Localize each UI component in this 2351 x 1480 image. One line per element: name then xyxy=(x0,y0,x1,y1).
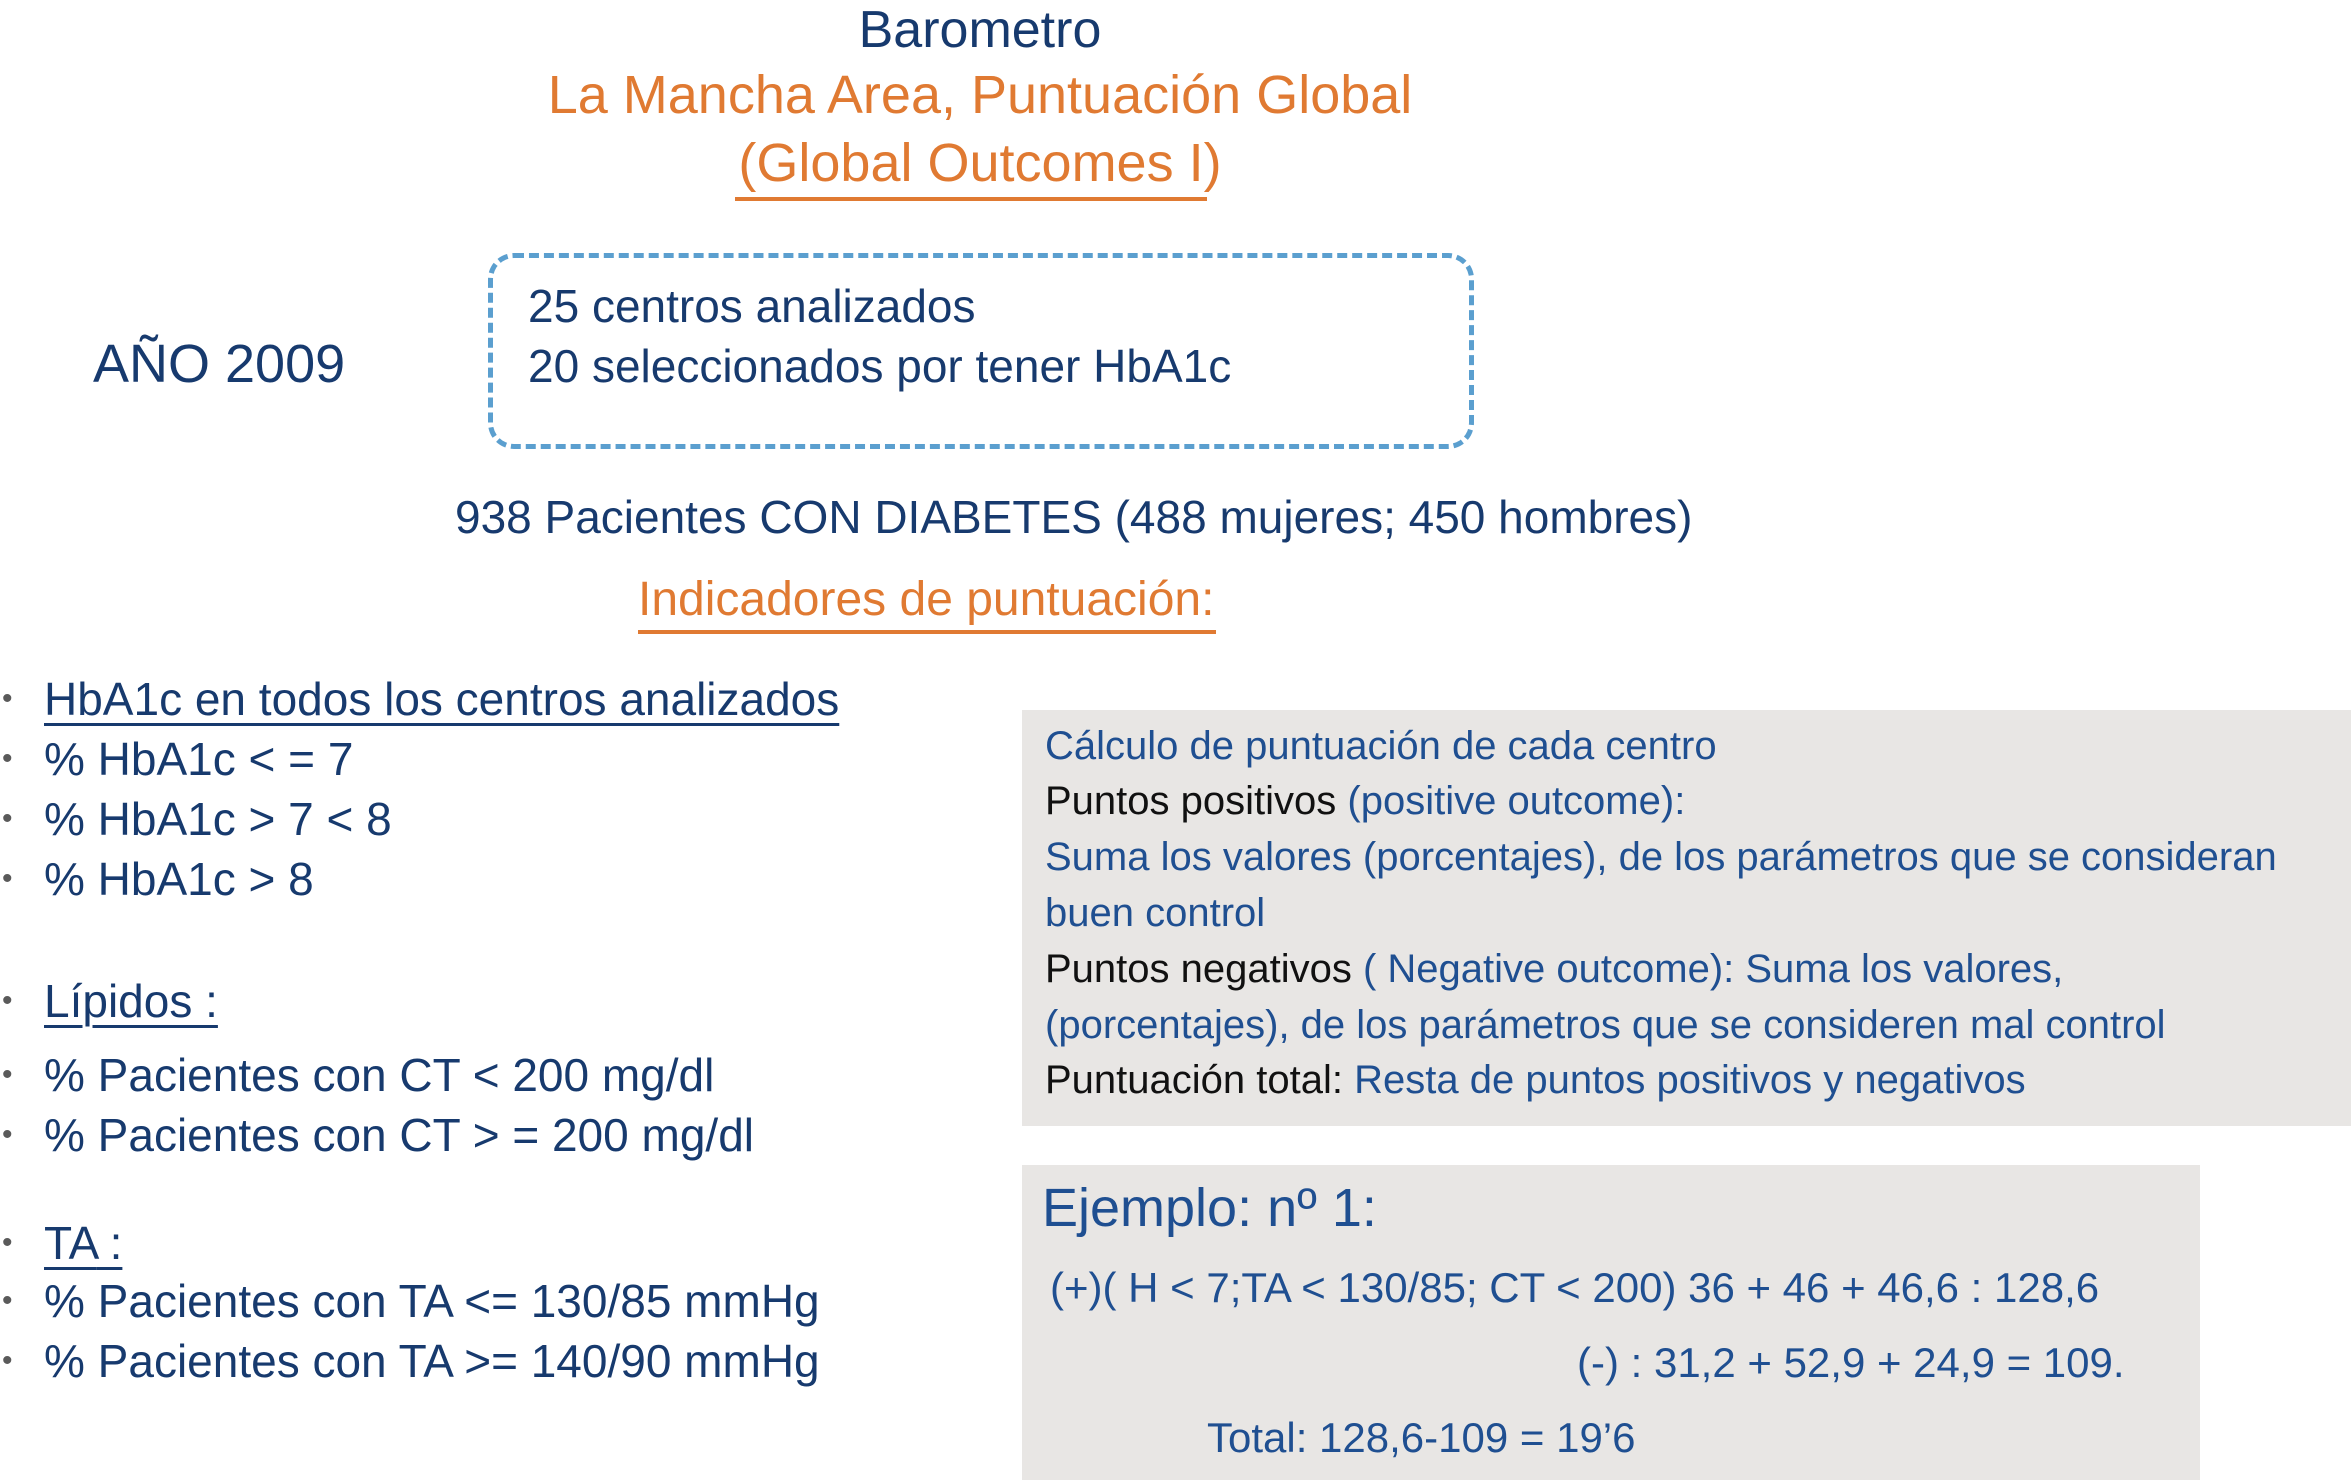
bullet-icon: • xyxy=(2,681,13,715)
list-item-text: % HbA1c > 7 < 8 xyxy=(44,792,392,845)
page-title: Barometro xyxy=(858,1,1102,59)
centers-analyzed-text: 25 centros analizados xyxy=(528,280,976,332)
list-item-text: % HbA1c < = 7 xyxy=(44,732,354,785)
negative-points-label: Puntos negativos xyxy=(1045,947,1352,991)
total-points-line xyxy=(1045,1054,2026,1106)
total-points-label: Puntuación total: xyxy=(1045,1058,1343,1102)
positive-desc-line1: Suma los valores (porcentajes), de los parámetros que se consideran xyxy=(1045,835,2277,879)
bullet-icon: • xyxy=(2,1117,13,1151)
positive-points-detail: (positive outcome): xyxy=(1336,779,1686,823)
patients-summary: 938 Pacientes CON DIABETES (488 mujeres; 450 hombres) xyxy=(455,491,1693,543)
negative-desc-line2: (porcentajes), de los parámetros que se consideren mal control xyxy=(1045,1003,2166,1047)
example-title: Ejemplo: nº 1: xyxy=(1042,1178,1377,1238)
indicators-underline xyxy=(638,630,1216,634)
example-positive-line: (+)( H < 7;TA < 130/85; CT < 200) 36 + 46 + 46,6 : 128,6 xyxy=(1050,1264,2100,1311)
ta-heading-colon: : xyxy=(96,1216,123,1269)
bullet-icon: • xyxy=(2,1283,13,1317)
indicators-heading: Indicadores de puntuación: xyxy=(638,573,1215,626)
list-item-hba1c-heading xyxy=(0,668,839,726)
page-subtitle: La Mancha Area, Puntuación Global xyxy=(547,65,1413,125)
year-label: AÑO 2009 xyxy=(93,334,346,394)
example-total-line: Total: 128,6-109 = 19’6 xyxy=(1207,1414,1636,1461)
bullet-icon: • xyxy=(2,1057,13,1091)
total-points-desc: Resta de puntos positivos y negativos xyxy=(1343,1058,2026,1102)
list-item-text: % Pacientes con CT > = 200 mg/dl xyxy=(44,1108,754,1161)
bullet-icon: • xyxy=(2,741,13,775)
list-item-ta-heading xyxy=(0,1212,122,1270)
negative-points-line xyxy=(1045,943,2063,995)
positive-points-label: Puntos positivos xyxy=(1045,779,1337,823)
page-subtitle-secondary: (Global Outcomes I) xyxy=(738,133,1222,193)
list-item-text: % HbA1c > 8 xyxy=(44,852,314,905)
hba1c-heading: HbA1c en todos los centros analizados xyxy=(44,672,840,725)
list-item-text: % Pacientes con TA >= 140/90 mmHg xyxy=(44,1334,820,1387)
bullet-icon: • xyxy=(2,861,13,895)
bullet-icon: • xyxy=(2,801,13,835)
lipids-heading: Lípidos : xyxy=(44,974,218,1027)
positive-desc-line2: buen control xyxy=(1045,891,1266,935)
list-item xyxy=(0,1044,714,1102)
list-item xyxy=(0,1330,820,1388)
list-item xyxy=(0,848,314,906)
bullet-icon: • xyxy=(2,1225,13,1259)
subtitle-underline xyxy=(735,197,1207,201)
negative-points-detail: ( Negative outcome): Suma los valores, xyxy=(1351,947,2064,991)
ta-heading: TA xyxy=(44,1216,97,1269)
calculation-title: Cálculo de puntuación de cada centro xyxy=(1045,724,1717,768)
list-item-text: % Pacientes con TA <= 130/85 mmHg xyxy=(44,1274,820,1327)
bullet-icon: • xyxy=(2,983,13,1017)
centers-selected-text: 20 seleccionados por tener HbA1c xyxy=(528,340,1232,392)
list-item xyxy=(0,728,353,786)
list-item xyxy=(0,788,392,846)
list-item xyxy=(0,1104,754,1162)
list-item-lipids-heading xyxy=(0,970,218,1028)
list-item-text: % Pacientes con CT < 200 mg/dl xyxy=(44,1048,715,1101)
example-negative-line: (-) : 31,2 + 52,9 + 24,9 = 109. xyxy=(1577,1339,2125,1386)
bullet-icon: • xyxy=(2,1343,13,1377)
list-item xyxy=(0,1270,820,1328)
positive-points-line xyxy=(1045,775,1685,827)
